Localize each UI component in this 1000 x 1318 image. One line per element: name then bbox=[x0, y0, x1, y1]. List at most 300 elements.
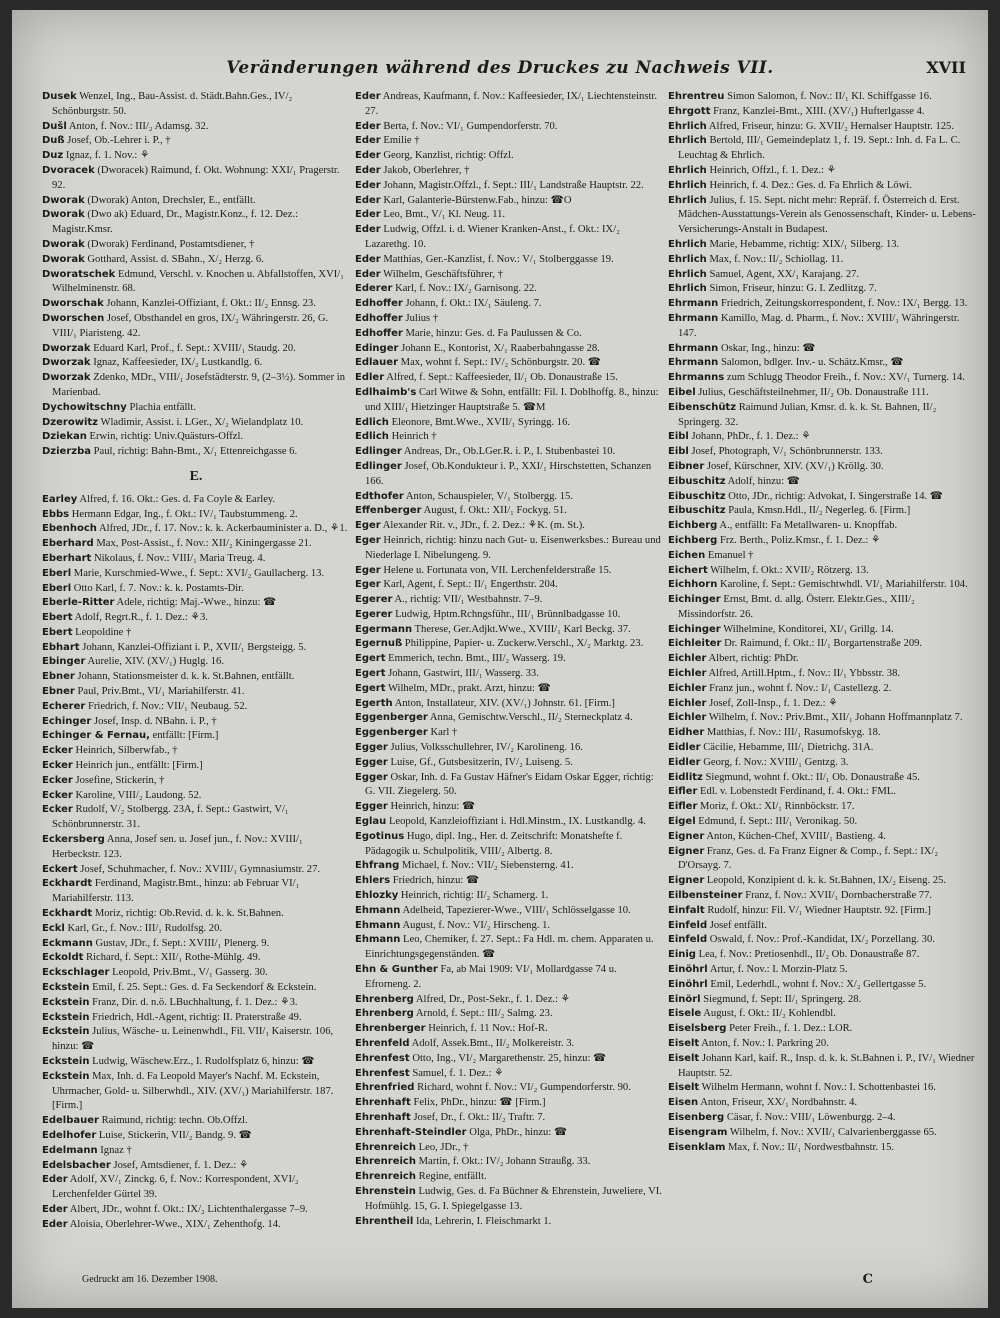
directory-entry bbox=[355, 1081, 663, 1096]
entry-name: Edlich bbox=[355, 416, 389, 428]
entry-text: Oskar, Ing., hinzu: ☎ bbox=[720, 342, 816, 354]
entry-name: Eichhorn bbox=[668, 579, 718, 591]
directory-entry bbox=[668, 519, 976, 534]
entry-text: Cäcilie, Hebamme, III/₁ Dietrichg. 31A. bbox=[703, 742, 874, 754]
directory-entry bbox=[668, 282, 976, 297]
entry-text: Peter Freih., f. 1. Dez.: LOR. bbox=[729, 1023, 853, 1035]
entry-name: Ehrlich bbox=[668, 268, 707, 280]
entry-text: Georg, f. Nov.: XVIII/₁ Gentzg. 3. bbox=[703, 756, 849, 768]
directory-entry bbox=[355, 149, 663, 164]
directory-entry bbox=[668, 179, 976, 194]
directory-entry bbox=[355, 815, 663, 830]
directory-entry bbox=[355, 490, 663, 505]
directory-entry bbox=[355, 312, 663, 327]
directory-entry bbox=[355, 1111, 663, 1126]
entry-text: Karl, Agent, f. Sept.: II/₁ Engerthstr. 204. bbox=[383, 579, 558, 591]
directory-entry bbox=[355, 1185, 663, 1215]
entry-name: Eichberg bbox=[668, 520, 718, 532]
entry-name: Einörl bbox=[668, 993, 701, 1005]
entry-text: Eduard Karl, Prof., f. Sept.: XVIII/₁ Staudg. 20. bbox=[93, 342, 296, 354]
entry-text: Johann Karl, kaif. R., Insp. d. k. k. St.Bahnen i. P., IV/₁ Wiedner Hauptstr. 52. bbox=[678, 1052, 975, 1079]
entry-text: Karl, f. Nov.: IX/₂ Garnisong. 22. bbox=[395, 283, 537, 295]
directory-entry bbox=[355, 1155, 663, 1170]
entry-name: Eckhardt bbox=[42, 878, 93, 890]
directory-entry bbox=[42, 1055, 350, 1070]
entry-text: Simon, Friseur, hinzu: G. I. Zedlitzg. 7. bbox=[709, 283, 877, 295]
directory-entry bbox=[42, 416, 350, 431]
entry-text: Frz. Berth., Poliz.Kmsr., f. 1. Dez.: ⚘ bbox=[720, 534, 881, 546]
entry-text: Edmund, f. Sept.: III/₁ Veronikag. 50. bbox=[698, 816, 858, 828]
entry-text: Emilie † bbox=[383, 135, 420, 147]
entry-name: Edlhaimb's bbox=[355, 386, 417, 398]
directory-entry bbox=[355, 874, 663, 889]
directory-entry bbox=[42, 508, 350, 523]
entry-text: Max, Post-Assist., f. Nov.: XII/₂ Kiningergasse 21. bbox=[96, 538, 312, 550]
entry-name: Egerer bbox=[355, 608, 393, 620]
directory-entry bbox=[42, 789, 350, 804]
entry-name: Dworak bbox=[42, 238, 85, 250]
entry-text: Regine, entfällt. bbox=[418, 1171, 487, 1183]
entry-text: Salomon, bdlger. Inv.- u. Schätz.Kmsr., ☎ bbox=[720, 357, 904, 369]
entry-text: Wilhelm, f. Nov.: Priv.Bmt., XII/₁ Johann Hoffmannplatz 7. bbox=[708, 712, 963, 724]
entry-text: Wilhelmine, Konditorei, XI/₁ Grillg. 14. bbox=[723, 623, 894, 635]
entry-name: Eberle-Ritter bbox=[42, 597, 115, 609]
entry-name: Eder bbox=[42, 1203, 68, 1215]
entry-name: Ehrlich bbox=[668, 238, 707, 250]
directory-entry bbox=[668, 297, 976, 312]
entry-text: Max, wohnt f. Sept.: IV/₂ Schönburgstr. 20. ☎ bbox=[400, 357, 601, 369]
directory-entry bbox=[668, 785, 976, 800]
entry-text: Josefine, Stickerin, † bbox=[75, 774, 165, 786]
entry-text: Emil, Lederhdl., wohnt f. Nov.: X/₂ Gellertgasse 5. bbox=[710, 978, 927, 990]
entry-name: Ebhart bbox=[42, 641, 80, 653]
entry-text: Alfred, JDr., f. 17. Nov.: k. k. Ackerbauminister a. D., ⚘1. bbox=[99, 523, 348, 535]
entry-name: Eichler bbox=[668, 653, 707, 665]
entry-text: Raimund, richtig: techn. Ob.Offzl. bbox=[101, 1115, 248, 1127]
entry-name: Eberl bbox=[42, 567, 72, 579]
entry-text: Max, Inh. d. Fa Leopold Mayer's Nachf. M. Eckstein, Uhrmacher, Gold- u. Silberwhdl., XIV. (XV/₁) Mariahilferstr. 187. [Firm.] bbox=[52, 1070, 334, 1112]
entry-name: Eger bbox=[355, 520, 381, 532]
entry-name: Eichinger bbox=[668, 623, 721, 635]
column-3 bbox=[668, 90, 976, 1270]
directory-entry bbox=[42, 937, 350, 952]
entry-text: Eleonore, Bmt.Wwe., XVII/₁ Syringg. 16. bbox=[391, 416, 571, 428]
entry-text: Julius, Wäsche- u. Leinenwhdl., Fil. VII/₁ Kaiserstr. 106, hinzu: ☎ bbox=[52, 1026, 334, 1053]
directory-entry bbox=[355, 904, 663, 919]
directory-entry bbox=[42, 922, 350, 937]
entry-name: Edhoffer bbox=[355, 327, 403, 339]
entry-name: Eisenklam bbox=[668, 1141, 726, 1153]
entry-text: Artur, f. Nov.: I. Morzin-Platz 5. bbox=[709, 964, 848, 976]
directory-entry bbox=[42, 611, 350, 626]
entry-name: Eichler bbox=[668, 682, 707, 694]
entry-name: Dworzak bbox=[42, 342, 91, 354]
directory-entry bbox=[668, 637, 976, 652]
entry-name: Eder bbox=[355, 224, 381, 236]
entry-name: Eder bbox=[355, 120, 381, 132]
directory-entry bbox=[42, 641, 350, 656]
entry-text: Leopold, Priv.Bmt., V/₁ Gasserg. 30. bbox=[112, 967, 268, 979]
entry-name: Ebenhoch bbox=[42, 523, 97, 535]
column-2 bbox=[355, 90, 663, 1270]
directory-entry bbox=[668, 1081, 976, 1096]
entry-text: Max, f. Nov.: II/₁ Nordwestbahnstr. 15. bbox=[728, 1141, 895, 1153]
entry-name: Edler bbox=[355, 372, 385, 384]
directory-entry bbox=[42, 401, 350, 416]
entry-text: Heinrich, richtig: II/₂ Schamerg. 1. bbox=[400, 890, 549, 902]
entry-text: Wilhelm, f. Okt.: XVII/₂ Rötzerg. 13. bbox=[710, 564, 869, 576]
directory-entry bbox=[355, 445, 663, 460]
entry-text: Adolf, hinzu: ☎ bbox=[727, 475, 800, 487]
entry-text: Edmund, Verschl. v. Knochen u. Abfallstoffen, XVI/₁ Wilhelminenstr. 68. bbox=[52, 268, 344, 295]
entry-name: Egert bbox=[355, 682, 386, 694]
directory-entry bbox=[668, 711, 976, 726]
entry-name: Eckstein bbox=[42, 996, 90, 1008]
entry-name: Eckstein bbox=[42, 1056, 90, 1067]
directory-entry bbox=[355, 800, 663, 815]
entry-text: Andreas, Dr., Ob.LGer.R. i. P., I. Stubenbastei 10. bbox=[403, 446, 616, 458]
directory-entry bbox=[355, 771, 663, 801]
entry-name: Dziekan bbox=[42, 431, 87, 443]
entry-text: Ferdinand, Magistr.Bmt., hinzu: ab Februar VI/₁ Mariahilferstr. 113. bbox=[52, 878, 300, 905]
entry-name: Ecker bbox=[42, 804, 73, 816]
entry-name: Ehrenhaft bbox=[355, 1097, 411, 1109]
entry-name: Egert bbox=[355, 668, 386, 680]
directory-entry bbox=[355, 416, 663, 431]
directory-entry bbox=[668, 504, 976, 519]
entry-name: Ehrlich bbox=[668, 164, 707, 176]
directory-entry bbox=[355, 637, 663, 652]
directory-entry bbox=[668, 120, 976, 135]
entry-text: Leopoldine † bbox=[75, 626, 132, 638]
entry-name: Einöhrl bbox=[668, 964, 708, 976]
directory-entry bbox=[355, 253, 663, 268]
entry-name: Ehrenberger bbox=[355, 1023, 426, 1035]
entry-text: Oskar, Inh. d. Fa Gustav Häfner's Eidam Oskar Egger, richtig: G. VII. Ziegelerg. 50. bbox=[365, 771, 654, 798]
directory-entry bbox=[355, 1141, 663, 1156]
entry-text: Ludwig, Ges. d. Fa Büchner & Ehrenstein, Juweliere, VI. Hofmühlg. 15, G. I. Spiegelgasse 13. bbox=[365, 1185, 662, 1212]
entry-text: (Dworacek) Raimund, f. Okt. Wohnung: XXI/₁ Pragerstr. 92. bbox=[52, 164, 340, 191]
entry-text: Wilhelm, f. Nov.: XVII/₁ Calvarienberggasse 65. bbox=[729, 1126, 937, 1138]
entry-text: Simon Salomon, f. Nov.: II/₁ Kl. Schiffgasse 16. bbox=[727, 91, 932, 102]
directory-entry bbox=[668, 312, 976, 342]
entry-name: Eigel bbox=[668, 816, 696, 828]
directory-entry bbox=[355, 120, 663, 135]
entry-text: Johann, PhDr., f. 1. Dez.: ⚘ bbox=[691, 431, 811, 443]
directory-entry bbox=[668, 741, 976, 756]
entry-text: Franz jun., wohnt f. Nov.: I/₁ Castellezg. 2. bbox=[709, 682, 892, 694]
entry-name: Duß bbox=[42, 135, 65, 147]
entry-name: Eger bbox=[355, 564, 381, 576]
directory-entry bbox=[668, 371, 976, 386]
entry-text: A., entfällt: Fa Metallwaren- u. Knopffab. bbox=[719, 520, 898, 532]
entry-text: Zdenko, MDr., VIII/₁ Josefstädterstr. 9, (2–3½). Sommer in Marienbad. bbox=[52, 372, 346, 398]
entry-name: Dzierzba bbox=[42, 446, 91, 458]
directory-entry bbox=[42, 1129, 350, 1144]
directory-entry bbox=[355, 327, 663, 342]
directory-entry bbox=[355, 282, 663, 297]
entry-name: Eidher bbox=[668, 727, 705, 739]
entry-text: Anton, f. Nov.: III/₂ Adamsg. 32. bbox=[68, 120, 209, 132]
entry-name: Eibuschitz bbox=[668, 490, 726, 502]
entry-name: Edlich bbox=[355, 431, 389, 443]
directory-entry bbox=[355, 564, 663, 579]
entry-name: Eckoldt bbox=[42, 952, 84, 964]
directory-entry bbox=[355, 504, 663, 519]
directory-entry bbox=[42, 1070, 350, 1114]
entry-text: Leo, JDr., † bbox=[418, 1141, 469, 1153]
directory-entry bbox=[355, 919, 663, 934]
entry-text: August, f. Okt.: II/₂ Kohlendbl. bbox=[703, 1008, 836, 1020]
directory-entry bbox=[42, 774, 350, 789]
directory-entry bbox=[355, 682, 663, 697]
directory-entry bbox=[355, 830, 663, 860]
directory-entry bbox=[42, 966, 350, 981]
entry-text: Josef, Schuhmacher, f. Nov.: XVIII/₁ Gymnasiumstr. 27. bbox=[80, 863, 321, 875]
entry-name: Eder bbox=[355, 135, 381, 147]
entry-text: Julius, Geschäftsteilnehmer, II/₂ Ob. Donaustraße 111. bbox=[698, 386, 929, 398]
entry-name: Edlinger bbox=[355, 460, 402, 472]
entry-text: Jakob, Oberlehrer, † bbox=[383, 164, 470, 176]
entry-name: Eidler bbox=[668, 742, 701, 754]
directory-entry bbox=[355, 164, 663, 179]
entry-text: Bertold, III/₁ Gemeindeplatz 1, f. 19. Sept.: Inh. d. Fa L. C. Leuchtag & Ehrlich. bbox=[678, 135, 961, 162]
entry-name: Eder bbox=[355, 268, 381, 280]
directory-entry bbox=[668, 356, 976, 371]
entry-name: Eiselt bbox=[668, 1038, 700, 1049]
directory-entry bbox=[668, 874, 976, 889]
entry-text: Friedrich, Hdl.-Agent, richtig: II. Praterstraße 49. bbox=[92, 1011, 302, 1023]
entry-text: Moriz, f. Okt.: XI/₁ Rinnböckstr. 17. bbox=[700, 801, 855, 813]
entry-text: Albert, JDr., wohnt f. Okt.: IX/₂ Lichtenthalergasse 7–9. bbox=[69, 1203, 308, 1215]
entry-name: Eibel bbox=[668, 386, 696, 398]
entry-text: Johann, Stationsmeister d. k. k. St.Bahnen, entfällt. bbox=[77, 671, 295, 683]
entry-text: Julius, f. 15. Sept. nicht mehr: Repräf. f. Österreich d. Erst. Mädchen-Ausstattungs-Verein als Genossenschaft, Kinder- u. Lebens-Versicherungs-Anstalt in Budapest. bbox=[678, 194, 976, 236]
directory-entry bbox=[42, 1159, 350, 1174]
entry-text: Adele, richtig: Maj.-Wwe., hinzu: ☎ bbox=[116, 597, 277, 609]
entry-text: Matthias, Ger.-Kanzlist, f. Nov.: V/₁ Stolberggasse 19. bbox=[383, 253, 614, 265]
directory-entry bbox=[355, 963, 663, 993]
directory-entry bbox=[355, 297, 663, 312]
entry-text: Berta, f. Nov.: VI/₁ Gumpendorferstr. 70. bbox=[383, 120, 558, 132]
entry-name: Eckstein bbox=[42, 982, 90, 994]
entry-text: Heinrich, f. 4. Dez.: Ges. d. Fa Ehrlich & Löwi. bbox=[709, 179, 912, 191]
entry-text: Albert, richtig: PhDr. bbox=[708, 653, 799, 665]
entry-name: Eilbensteiner bbox=[668, 890, 743, 902]
entry-text: Josef, Zoll-Insp., f. 1. Dez.: ⚘ bbox=[709, 697, 838, 709]
entry-name: Egger bbox=[355, 801, 388, 813]
entry-name: Ehrenreich bbox=[355, 1156, 416, 1168]
entry-text: Erwin, richtig: Univ.Quästurs-Offzl. bbox=[89, 431, 244, 443]
entry-text: Alfred, Friseur, hinzu: G. XVII/₂ Hernalser Hauptstr. 125. bbox=[708, 120, 954, 132]
directory-entry bbox=[42, 655, 350, 670]
entry-text: Heinrich, f. 11 Nov.: Hof-R. bbox=[428, 1023, 548, 1035]
entry-text: Paul, Priv.Bmt., VI/₁ Mariahilferstr. 41. bbox=[77, 686, 245, 698]
entry-text: Richard, f. Sept.: XII/₁ Rothe-Mühlg. 49. bbox=[86, 952, 261, 964]
entry-name: Ehrlich bbox=[668, 283, 707, 295]
directory-entry bbox=[42, 238, 350, 253]
directory-entry bbox=[668, 978, 976, 993]
page-title: Veränderungen während des Druckes zu Nachweis VII. bbox=[226, 58, 774, 78]
directory-entry bbox=[355, 593, 663, 608]
entry-text: Anton, Küchen-Chef, XVIII/₁ Bastieng. 4. bbox=[706, 830, 886, 842]
entry-name: Ehrlich bbox=[668, 120, 707, 132]
entry-text: Luise, Stickerin, VII/₂ Bandg. 9. ☎ bbox=[98, 1129, 252, 1141]
entry-text: Ludwig, Wäschew.Erz., I. Rudolfsplatz 6, hinzu: ☎ bbox=[92, 1056, 315, 1067]
entry-text: Adolf, Assek.Bmt., II/₂ Molkereistr. 3. bbox=[411, 1038, 575, 1049]
directory-entry bbox=[668, 623, 976, 638]
directory-entry bbox=[668, 430, 976, 445]
entry-text: Heinrich jun., entfällt: [Firm.] bbox=[75, 760, 203, 772]
directory-entry bbox=[668, 105, 976, 120]
directory-entry bbox=[42, 1203, 350, 1218]
directory-entry bbox=[668, 667, 976, 682]
entry-text: Franz, Kanzlei-Bmt., XIII. (XV/₁) Hufterlgasse 4. bbox=[713, 105, 925, 117]
entry-text: Karoline, f. Sept.: Gemischtwhdl. VI/₁ Mariahilferstr. 104. bbox=[720, 579, 968, 591]
directory-entry bbox=[355, 623, 663, 638]
entry-name: Egger bbox=[355, 756, 388, 768]
entry-name: Ehmann bbox=[355, 919, 401, 931]
entry-name: Edelmann bbox=[42, 1144, 98, 1156]
entry-text: Ignaz † bbox=[100, 1144, 132, 1156]
entry-text: August, f. Okt.: XII/₁ Fockyg. 51. bbox=[423, 505, 567, 517]
directory-entry bbox=[42, 685, 350, 700]
entry-name: Ehrenfeld bbox=[355, 1038, 410, 1049]
entry-name: Edelhofer bbox=[42, 1129, 97, 1141]
entry-name: Eiselsberg bbox=[668, 1023, 727, 1035]
entry-name: Edelsbacher bbox=[42, 1159, 111, 1171]
directory-entry bbox=[42, 194, 350, 209]
entry-name: Eigner bbox=[668, 875, 705, 887]
entry-name: Dworzak bbox=[42, 372, 91, 384]
entry-name: Edlauer bbox=[355, 357, 398, 369]
entry-text: Wilhelm, MDr., prakt. Arzt, hinzu: ☎ bbox=[387, 682, 551, 694]
entry-name: Eckl bbox=[42, 922, 65, 934]
entry-name: Eckersberg bbox=[42, 834, 105, 846]
entry-text: Arnold, f. Sept.: III/₂ Salmg. 23. bbox=[415, 1008, 553, 1020]
section-letter: E. bbox=[189, 468, 203, 484]
entry-name: Ehrmann bbox=[668, 312, 719, 324]
entry-name: Eichberg bbox=[668, 534, 718, 546]
entry-text: (Dworak) Ferdinand, Postamtsdiener, † bbox=[87, 238, 255, 250]
entry-name: Egernuß bbox=[355, 638, 403, 650]
entry-name: Ehrenstein bbox=[355, 1185, 416, 1197]
directory-entry bbox=[668, 830, 976, 845]
directory-entry bbox=[42, 744, 350, 759]
directory-entry bbox=[355, 889, 663, 904]
directory-entry bbox=[668, 164, 976, 179]
entry-name: Effenberger bbox=[355, 505, 422, 517]
entry-name: Duz bbox=[42, 150, 64, 162]
directory-entry bbox=[42, 297, 350, 312]
entry-text: Richard, wohnt f. Nov.: VI/₂ Gumpendorferstr. 90. bbox=[417, 1082, 631, 1094]
directory-entry bbox=[355, 1052, 663, 1067]
entry-text: Friedrich, Zeitungskorrespondent, f. Nov.: IX/₁ Bergg. 13. bbox=[720, 298, 968, 310]
directory-entry bbox=[355, 1096, 663, 1111]
entry-name: Eichler bbox=[668, 697, 707, 709]
directory-entry bbox=[668, 1052, 976, 1082]
directory-entry bbox=[42, 877, 350, 907]
directory-entry bbox=[355, 460, 663, 490]
directory-entry bbox=[668, 1126, 976, 1141]
entry-name: Eiselt bbox=[668, 1052, 700, 1064]
directory-entry bbox=[42, 90, 350, 120]
entry-text: Josef, Insp. d. NBahn. i. P., † bbox=[93, 715, 217, 727]
entry-name: Ecker bbox=[42, 789, 73, 801]
directory-entry bbox=[355, 726, 663, 741]
directory-entry bbox=[668, 1007, 976, 1022]
entry-name: Eggenberger bbox=[355, 727, 428, 739]
entry-name: Ehrenreich bbox=[355, 1171, 416, 1183]
entry-text: Emmerich, techn. Bmt., III/₂ Wasserg. 19. bbox=[388, 653, 566, 665]
entry-name: Einfeld bbox=[668, 934, 708, 946]
entry-text: Wilhelm, Geschäftsführer, † bbox=[383, 268, 503, 280]
directory-entry bbox=[42, 1025, 350, 1055]
directory-entry bbox=[668, 445, 976, 460]
directory-entry bbox=[668, 564, 976, 579]
directory-entry bbox=[42, 356, 350, 371]
directory-entry bbox=[42, 981, 350, 996]
entry-text: Adolf, XV/₁ Zinckg. 6, f. Nov.: Korrespondent, XVI/₂ Lerchenfelder Gürtel 39. bbox=[52, 1174, 299, 1201]
directory-entry bbox=[668, 490, 976, 505]
entry-name: Ederer bbox=[355, 283, 393, 295]
entry-name: Eichert bbox=[668, 564, 708, 576]
directory-entry bbox=[668, 933, 976, 948]
entry-name: Ehrgott bbox=[668, 105, 711, 117]
entry-text: Wladimir, Assist. i. LGer., X/₂ Wielandplatz 10. bbox=[100, 416, 304, 428]
entry-text: Cäsar, f. Nov.: VIII/₁ Löwenburgg. 2–4. bbox=[726, 1111, 896, 1123]
entry-name: Dworak bbox=[42, 209, 85, 221]
directory-entry bbox=[42, 996, 350, 1011]
entry-text: Kamillo, Mag. d. Pharm., f. Nov.: XVIII/₁ Währingerstr. 147. bbox=[678, 312, 960, 339]
entry-name: Eiselt bbox=[668, 1082, 700, 1094]
directory-entry bbox=[668, 386, 976, 401]
entry-name: Eckstein bbox=[42, 1011, 90, 1023]
entry-name: Ehrmann bbox=[668, 357, 719, 369]
directory-entry bbox=[355, 519, 663, 534]
entry-text: Adelheid, Tapezierer-Wwe., VIII/₁ Schlösselgasse 10. bbox=[402, 904, 631, 916]
entry-text: Dr. Raimund, f. Okt.: II/₁ Borgartenstraße 209. bbox=[724, 638, 923, 650]
directory-entry bbox=[42, 164, 350, 194]
entry-text: Leo, Chemiker, f. 27. Sept.: Fa Hdl. m. chem. Apparaten u. Einrichtungsgegenständen. ☎ bbox=[365, 934, 654, 961]
entry-text: Johann, f. Okt.: IX/₁ Säuleng. 7. bbox=[405, 298, 542, 310]
entry-name: Einig bbox=[668, 949, 696, 961]
entry-name: Ebinger bbox=[42, 656, 86, 668]
directory-entry bbox=[355, 134, 663, 149]
entry-text: Leopold, Kanzleioffiziant i. Hdl.Minstm., IX. Lustkandlg. 4. bbox=[388, 816, 646, 828]
entry-text: Lea, f. Nov.: Pretiosenhdl., II/₂ Ob. Donaustraße 87. bbox=[698, 949, 920, 961]
directory-entry bbox=[668, 90, 976, 105]
directory-entry bbox=[42, 626, 350, 641]
entry-name: Ehrenfest bbox=[355, 1052, 410, 1064]
entry-name: Eder bbox=[355, 253, 381, 265]
directory-entry bbox=[355, 534, 663, 564]
entry-name: Dvoracek bbox=[42, 164, 95, 176]
directory-entry bbox=[42, 430, 350, 445]
entry-text: Edl. v. Lobenstedt Ferdinand, f. 4. Okt.: FML. bbox=[700, 786, 896, 798]
directory-entry bbox=[668, 963, 976, 978]
directory-entry bbox=[355, 578, 663, 593]
entry-text: Olga, PhDr., hinzu: ☎ bbox=[469, 1126, 568, 1138]
entry-text: Therese, Ger.Adjkt.Wwe., XVIII/₁ Karl Beckg. 37. bbox=[414, 623, 631, 635]
directory-entry bbox=[668, 578, 976, 593]
entry-text: Rudolf, hinzu: Fil. V/₁ Wiedner Hauptstr. 92. [Firm.] bbox=[707, 904, 931, 916]
directory-entry bbox=[42, 312, 350, 342]
directory-entry bbox=[42, 120, 350, 135]
entry-text: Josef, Ob.-Lehrer i. P., † bbox=[67, 135, 171, 147]
entry-text: Siegmund, f. Sept: II/₁ Springerg. 28. bbox=[703, 993, 862, 1005]
directory-entry bbox=[355, 179, 663, 194]
